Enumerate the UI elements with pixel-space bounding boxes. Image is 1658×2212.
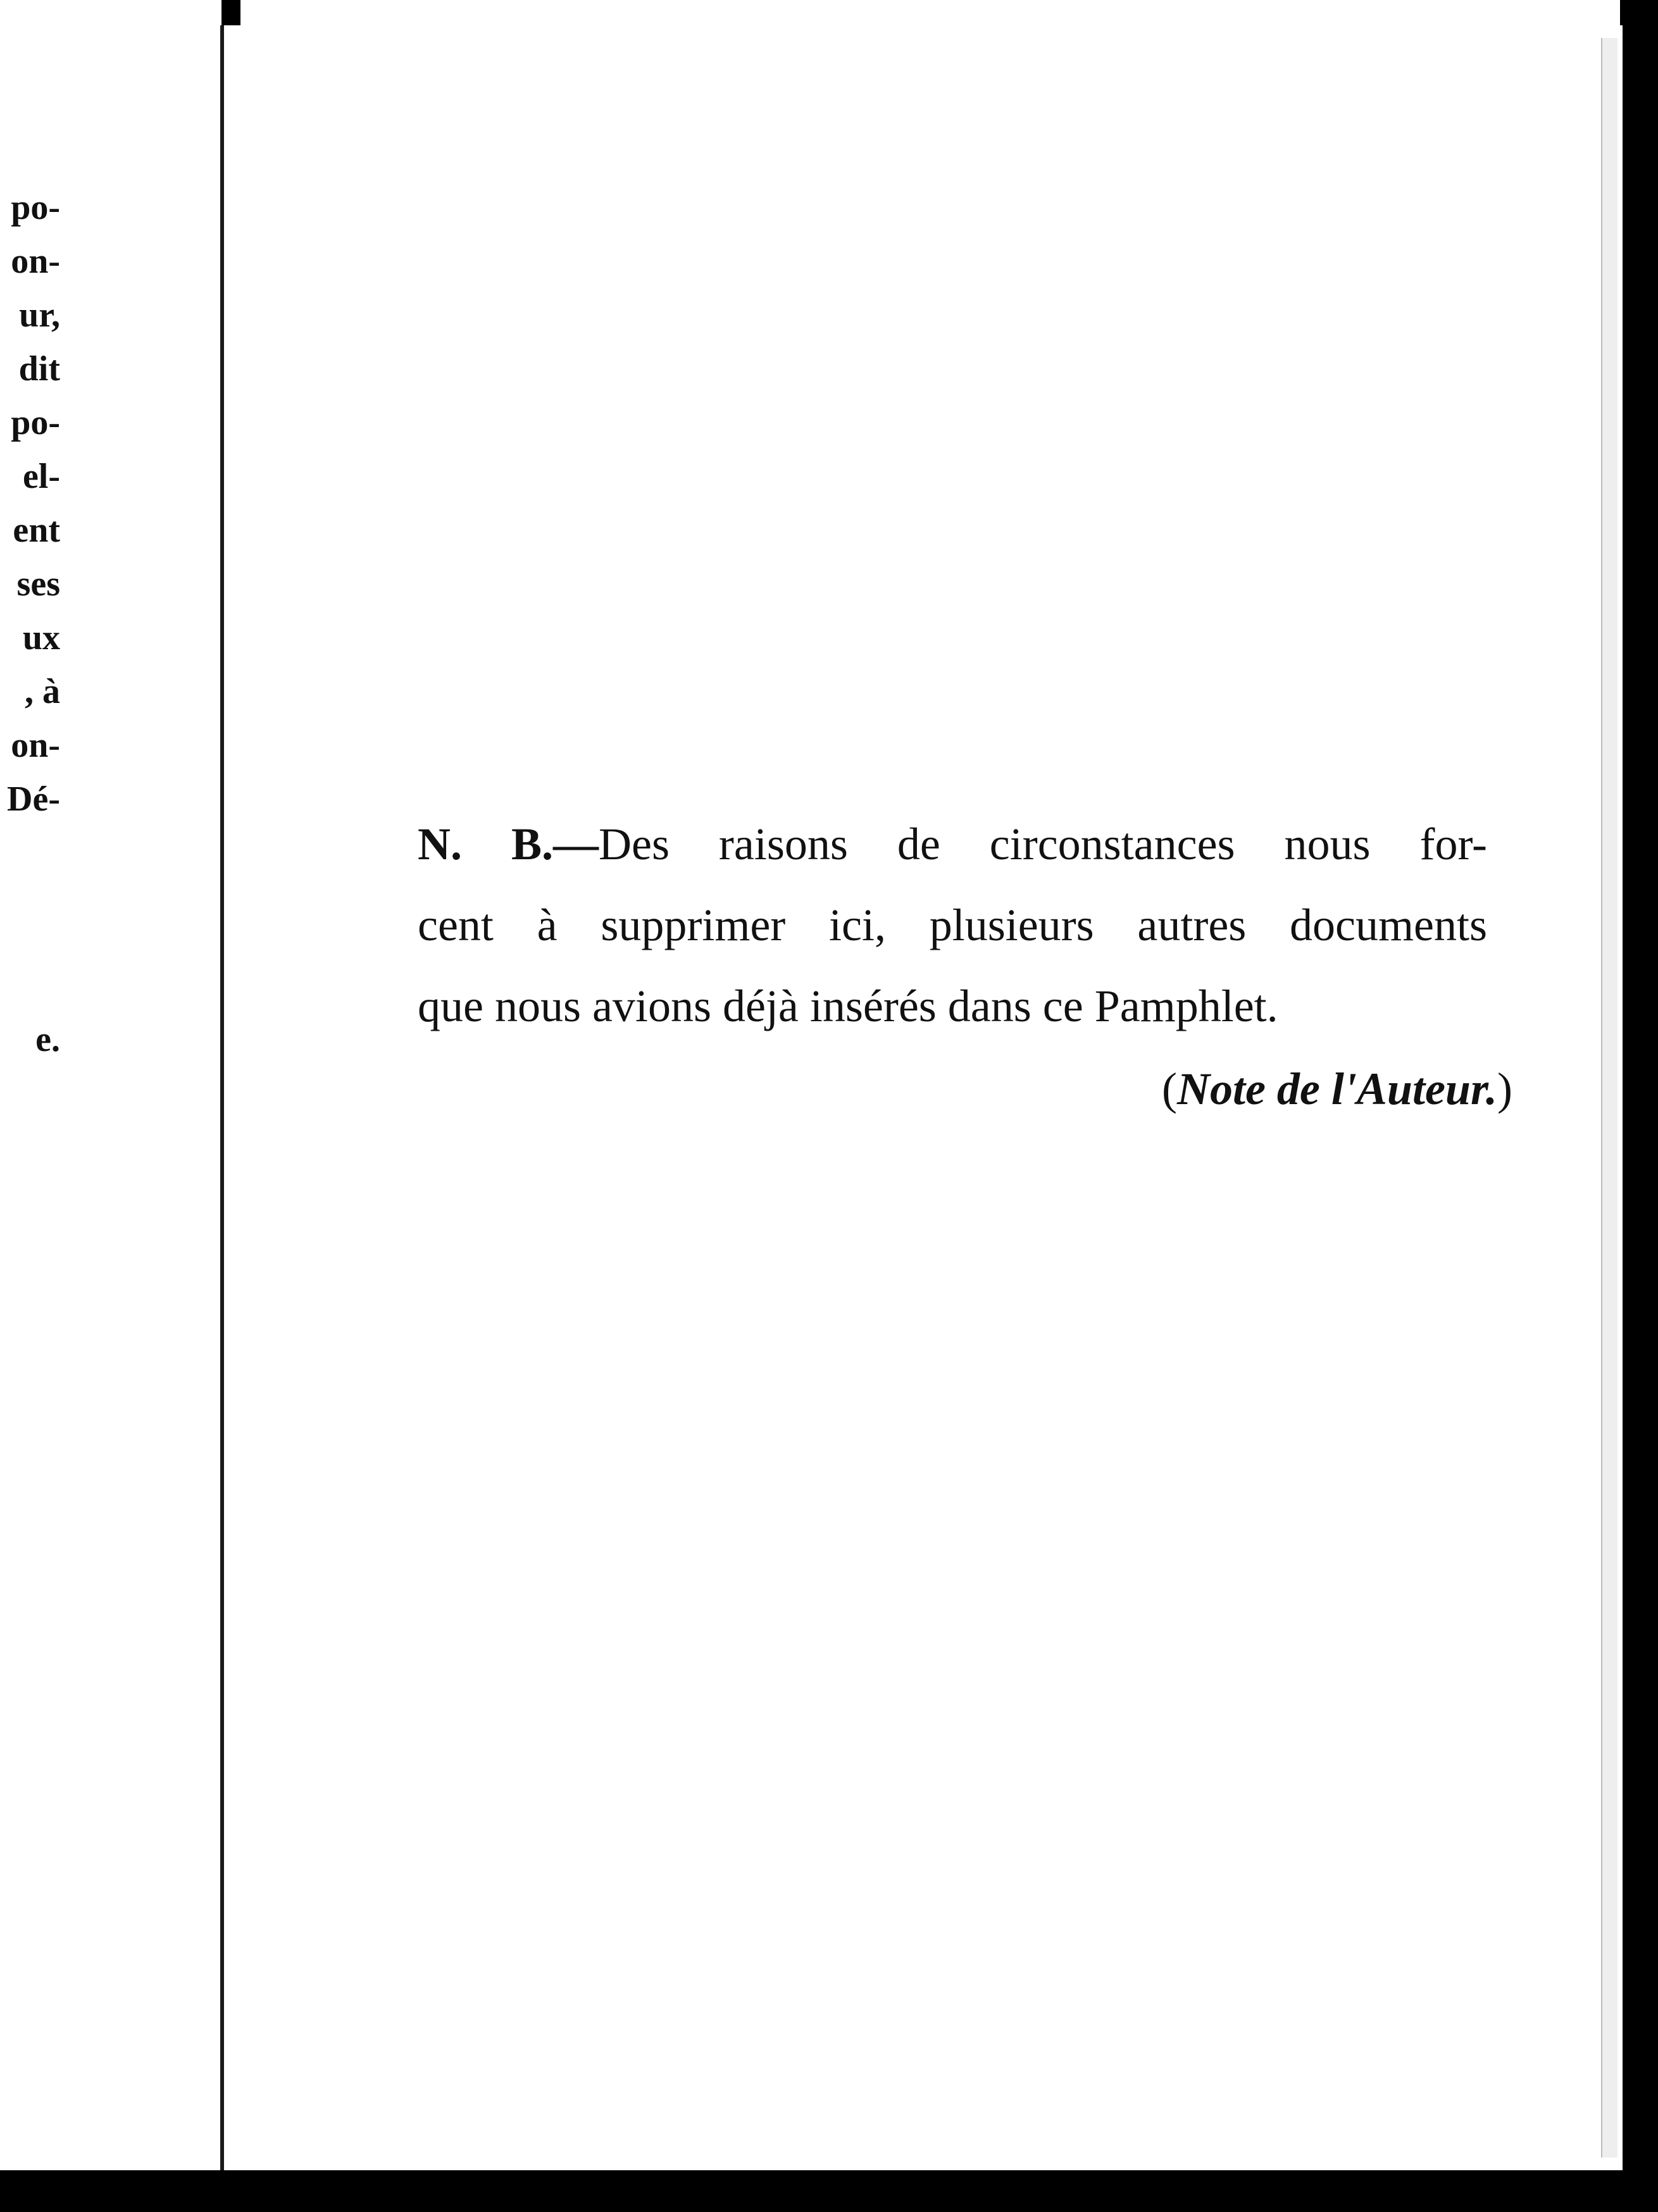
signature-open-paren: ( xyxy=(1161,1064,1177,1114)
text-fragment: el- xyxy=(22,457,60,496)
left-page-edge xyxy=(0,0,221,2170)
text-fragment: ux xyxy=(22,618,60,657)
text-fragment: po- xyxy=(11,403,60,442)
text-fragment: on- xyxy=(11,242,60,281)
nota-bene-paragraph xyxy=(418,804,1487,1047)
page-top-edge xyxy=(240,0,1620,25)
note-line-1-text: Des raisons de circonstances nous for- xyxy=(598,819,1487,869)
signature-text: Note de l'Auteur. xyxy=(1176,1064,1498,1114)
note-lead: N. B.— xyxy=(418,819,599,869)
text-fragment: po- xyxy=(11,188,60,227)
signature-close-paren: ) xyxy=(1497,1064,1512,1114)
text-fragment: dit xyxy=(18,349,60,388)
left-page-text-fragments xyxy=(0,0,60,2170)
author-note-signature xyxy=(1162,1063,1512,1115)
text-fragment: ent xyxy=(13,511,60,550)
text-fragment: , à xyxy=(25,672,60,711)
text-fragment: e. xyxy=(35,1020,60,1059)
text-fragment: Dé- xyxy=(7,780,60,819)
note-line-1 xyxy=(418,804,1487,885)
note-line-3: que nous avions déjà insérés dans ce Pamphlet. xyxy=(418,981,1278,1031)
note-line-2: cent à supprimer ici, plusieurs autres documents xyxy=(418,900,1487,950)
text-fragment: on- xyxy=(11,726,60,765)
page-right-edge xyxy=(1601,38,1617,2158)
text-fragment: ur, xyxy=(19,295,60,335)
text-fragment: ses xyxy=(16,564,60,604)
